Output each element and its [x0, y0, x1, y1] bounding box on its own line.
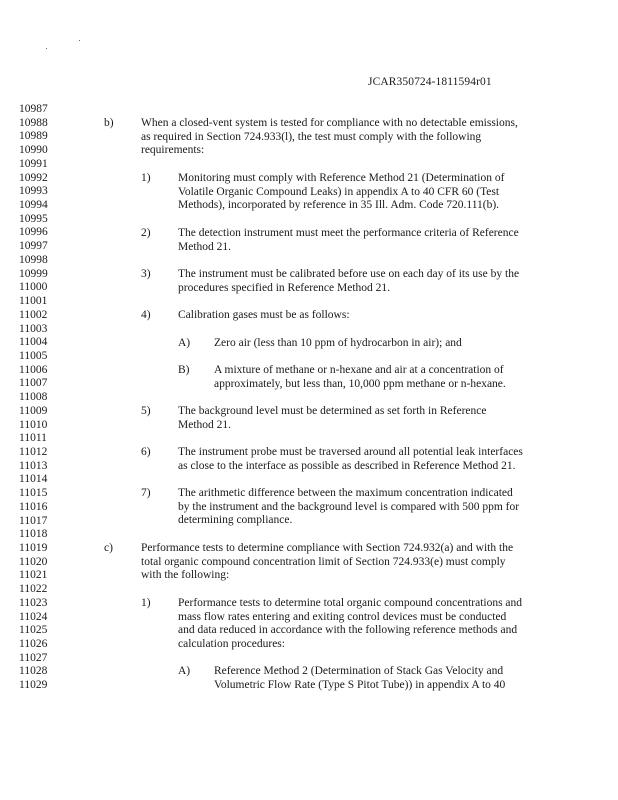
text-line: calculation procedures:: [178, 638, 285, 651]
scan-speck: [46, 48, 47, 49]
section-b-label: b): [104, 117, 114, 129]
line-number: 11020: [19, 555, 48, 568]
text-line: determining compliance.: [178, 514, 293, 527]
line-number: 10990: [19, 144, 48, 157]
item-b4-label: 4): [141, 309, 151, 321]
text-line: Calibration gases must be as follows:: [178, 309, 350, 321]
scan-speck: [79, 40, 80, 41]
subitem-c1a-text: [214, 665, 505, 692]
line-number: 11021: [19, 569, 48, 582]
text-line: Performance tests to determine compliance with Section 724.932(a) and with the: [141, 542, 514, 554]
item-b2-label: 2): [141, 227, 151, 239]
text-line: Reference Method 2 (Determination of Stack Gas Velocity and: [214, 665, 504, 677]
line-number: 11026: [19, 638, 48, 651]
line-number: 11012: [19, 445, 48, 458]
text-line: Methods), incorporated by reference in 35 Ill. Adm. Code 720.111(b).: [178, 199, 500, 212]
item-b7-text: [178, 487, 519, 528]
text-line: When a closed-vent system is tested for compliance with no detectable emissions,: [141, 117, 518, 129]
item-b6-text: [178, 446, 523, 473]
item-b1-text: [178, 172, 504, 213]
subitem-c1a-label: A): [178, 665, 191, 677]
line-number: 11027: [19, 651, 48, 664]
item-b1-label: 1): [141, 172, 151, 184]
line-number: 10999: [19, 267, 48, 280]
text-line: and data reduced in accordance with the following reference methods and: [178, 624, 518, 637]
line-number: 10995: [19, 212, 48, 225]
line-number: 11006: [19, 363, 48, 376]
line-number: 11014: [19, 473, 48, 486]
line-number: 11008: [19, 391, 48, 404]
text-line: with the following:: [141, 569, 230, 582]
document-id: JCAR350724-1811594r01: [368, 76, 492, 88]
item-b3-text: [178, 268, 519, 295]
text-line: as required in Section 724.933(l), the test must comply with the following: [141, 130, 482, 143]
text-line: A mixture of methane or n-hexane and air at a concentration of: [214, 364, 504, 376]
item-c1-label: 1): [141, 597, 151, 609]
item-b7-label: 7): [141, 487, 151, 499]
text-line: total organic compound concentration limit of Section 724.933(e) must comply: [141, 555, 506, 568]
line-number: 10991: [19, 157, 48, 170]
line-number: 11005: [19, 349, 48, 362]
text-line: Volumetric Flow Rate (Type S Pitot Tube)) in appendix A to 40: [214, 678, 506, 691]
line-number: 10997: [19, 240, 48, 253]
line-number: 11029: [19, 679, 48, 692]
subitem-b4b-label: B): [178, 364, 190, 376]
text-line: Method 21.: [178, 418, 232, 431]
line-number: 11019: [19, 542, 48, 554]
text-line: Zero air (less than 10 ppm of hydrocarbon in air); and: [214, 337, 462, 349]
text-line: The detection instrument must meet the performance criteria of Reference: [178, 227, 519, 239]
line-number: 10987: [19, 103, 48, 115]
text-line: requirements:: [141, 144, 205, 157]
line-number: 11028: [19, 665, 48, 678]
text-line: The background level must be determined as set forth in Reference: [178, 405, 487, 417]
item-b5-label: 5): [141, 405, 151, 417]
item-b2-text: [178, 227, 519, 254]
text-line: procedures specified in Reference Method 21.: [178, 281, 391, 294]
text-line: Monitoring must comply with Reference Method 21 (Determination of: [178, 172, 505, 184]
section-c-text: [141, 542, 513, 583]
line-number: 11002: [19, 308, 48, 321]
section-b-text: [141, 117, 518, 158]
line-number: 11015: [19, 487, 48, 500]
line-number: 10992: [19, 171, 48, 184]
text-line: Performance tests to determine total organic compound concentrations and: [178, 597, 523, 609]
line-number: 10998: [19, 253, 48, 266]
line-number: 11011: [19, 432, 47, 445]
line-number: 11018: [19, 528, 48, 541]
text-line: Volatile Organic Compound Leaks) in appendix A to 40 CFR 60 (Test: [178, 185, 500, 198]
subitem-b4b-text: [214, 364, 506, 391]
line-number: 11022: [19, 583, 48, 596]
text-line: as close to the interface as possible as described in Reference Method 21.: [178, 459, 516, 472]
line-number: 10996: [19, 226, 48, 239]
line-number-column: [19, 103, 69, 693]
item-b5-text: [178, 405, 486, 432]
line-number: 10993: [19, 185, 48, 198]
line-number: 11023: [19, 596, 48, 609]
text-line: by the instrument and the background level is compared with 500 ppm for: [178, 500, 520, 513]
line-number: 10988: [19, 116, 48, 129]
line-number: 11010: [19, 418, 48, 431]
line-number: 11001: [19, 295, 48, 308]
line-number: 11016: [19, 500, 48, 513]
line-number: 10994: [19, 199, 48, 212]
text-line: The arithmetic difference between the maximum concentration indicated: [178, 487, 513, 499]
line-number: 11025: [19, 624, 48, 637]
line-number: 11000: [19, 281, 48, 294]
subitem-b4a-label: A): [178, 337, 191, 349]
item-b4-text: [178, 309, 350, 323]
item-b3-label: 3): [141, 268, 151, 280]
line-number: 11009: [19, 404, 48, 417]
item-b6-label: 6): [141, 446, 151, 458]
line-number: 11004: [19, 336, 48, 349]
text-line: approximately, but less than, 10,000 ppm methane or n-hexane.: [214, 377, 506, 390]
text-line: The instrument must be calibrated before use on each day of its use by the: [178, 268, 520, 280]
line-number: 11007: [19, 377, 48, 390]
line-number: 10989: [19, 130, 48, 143]
item-c1-text: [178, 597, 522, 652]
line-number: 11013: [19, 459, 48, 472]
text-line: Method 21.: [178, 240, 232, 253]
subitem-b4a-text: [214, 337, 462, 351]
line-number: 11003: [19, 322, 48, 335]
text-line: The instrument probe must be traversed around all potential leak interfaces: [178, 446, 523, 458]
line-number: 11017: [19, 514, 48, 527]
text-line: mass flow rates entering and exiting control devices must be conducted: [178, 610, 507, 623]
section-c-label: c): [104, 542, 113, 554]
line-number: 11024: [19, 610, 48, 623]
